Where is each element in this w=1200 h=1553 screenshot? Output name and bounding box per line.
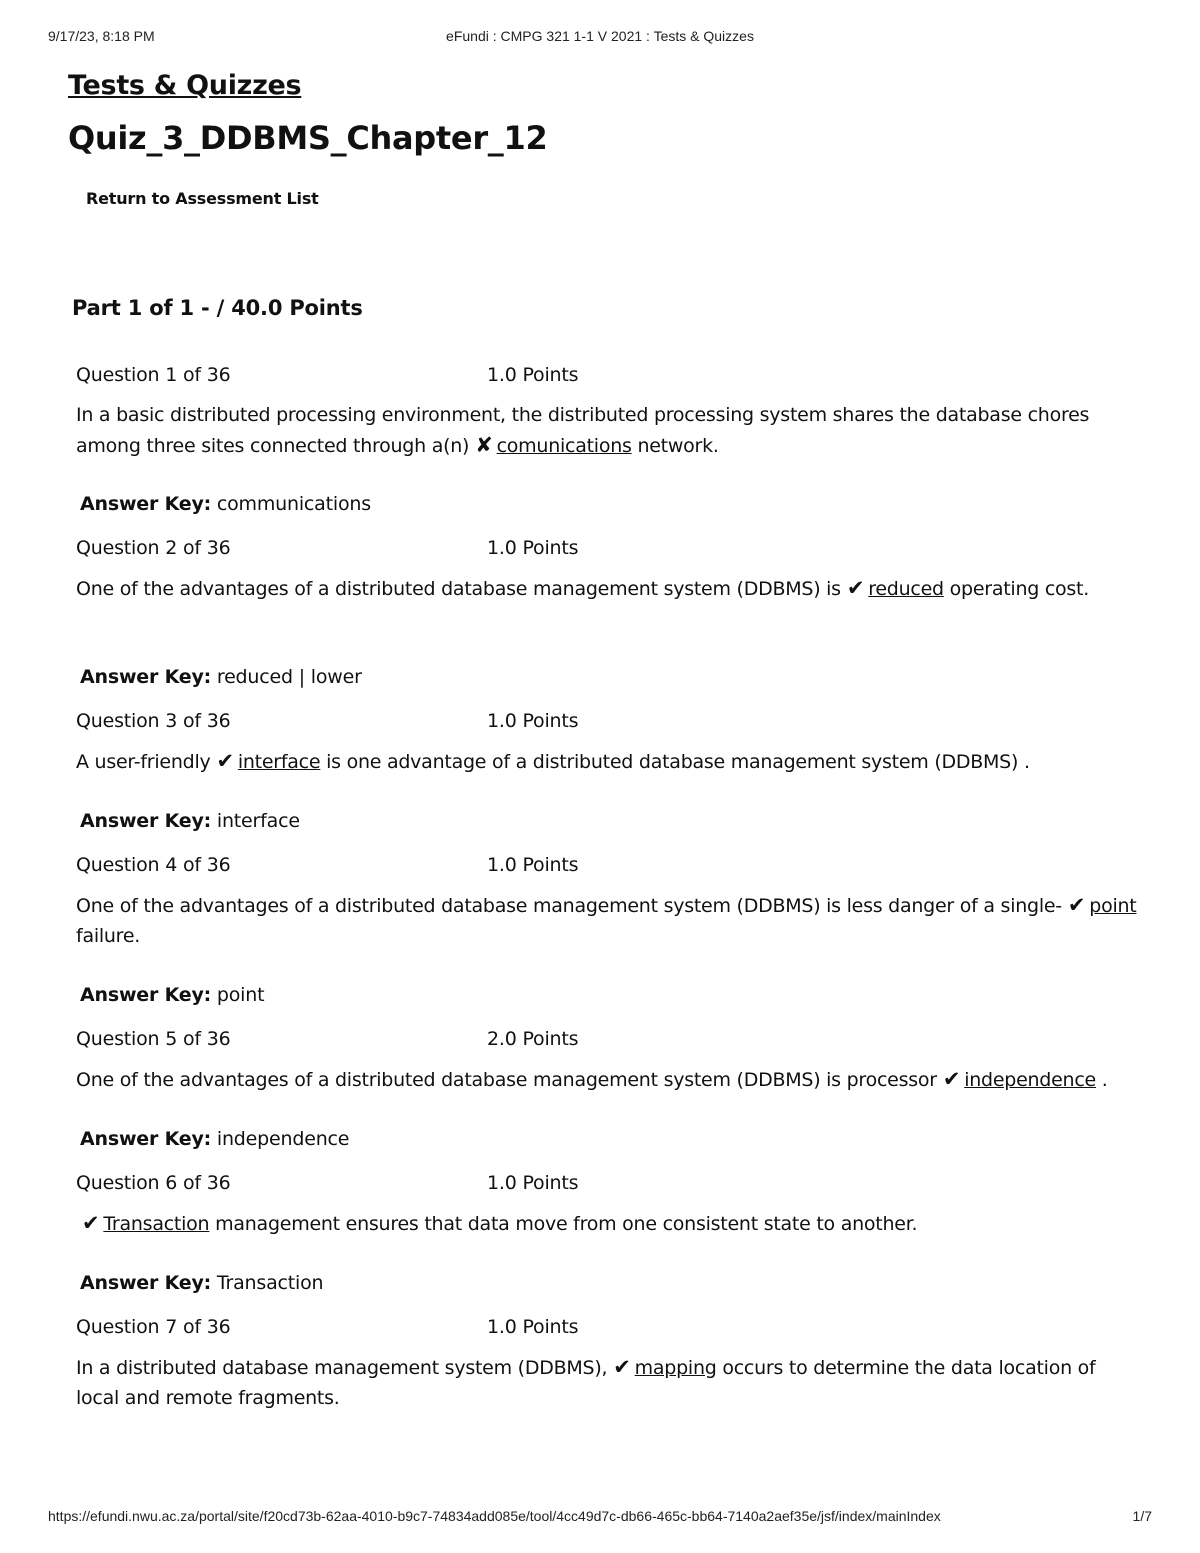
question-points: 1.0 Points (487, 537, 579, 559)
question-prompt: A user-friendly (76, 751, 211, 773)
page-number: 1/7 (1132, 1508, 1152, 1524)
question-text (68, 1208, 1138, 1239)
answer-key-value: communications (216, 493, 371, 515)
question-number: Question 7 of 36 (76, 1316, 231, 1338)
question-text (68, 1064, 1138, 1095)
question-prompt: One of the advantages of a distributed database management system (DDBMS) is processor (76, 1069, 937, 1091)
question-header (68, 710, 1138, 736)
submitted-answer[interactable]: point (1089, 895, 1137, 917)
submitted-answer[interactable]: reduced (868, 578, 944, 600)
answer-key-value: Transaction (216, 1272, 324, 1294)
answer-key (68, 1128, 1138, 1150)
answer-key (68, 493, 1138, 515)
question-text (68, 1352, 1138, 1413)
submitted-answer[interactable]: Transaction (103, 1213, 210, 1235)
main-content (68, 70, 1138, 1413)
question-list (68, 364, 1138, 1413)
check-mark-icon: ✔ (216, 749, 234, 773)
question-7 (68, 1316, 1138, 1413)
submitted-answer[interactable]: interface (237, 751, 321, 773)
answer-key (68, 984, 1138, 1006)
question-header (68, 364, 1138, 390)
answer-key (68, 810, 1138, 832)
question-text (68, 746, 1138, 777)
answer-key-value: reduced | lower (216, 666, 362, 688)
question-text (68, 400, 1138, 461)
return-to-assessment-list-link[interactable]: Return to Assessment List (86, 189, 319, 208)
question-number: Question 6 of 36 (76, 1172, 231, 1194)
question-suffix: occurs to determine the data location of local and remote fragments. (76, 1357, 1096, 1409)
answer-key-label: Answer Key: (80, 1128, 212, 1150)
answer-key (68, 1272, 1138, 1294)
check-mark-icon: ✔ (613, 1355, 631, 1379)
check-mark-icon: ✔ (846, 576, 865, 600)
question-text (68, 890, 1138, 951)
question-prompt: One of the advantages of a distributed database management system (DDBMS) is less danger of a single- (76, 895, 1062, 917)
print-header (48, 28, 1152, 48)
part-heading: Part 1 of 1 - / 40.0 Points (72, 296, 363, 320)
check-mark-icon: ✔ (1067, 893, 1086, 917)
question-prompt: In a basic distributed processing environment, the distributed processing system shares the database chores among three sites connected through a(n) (76, 404, 1090, 457)
question-1 (68, 364, 1138, 515)
quiz-title: Quiz_3_DDBMS_Chapter_12 (68, 119, 548, 157)
question-prompt: In a distributed database management system (DDBMS), (76, 1357, 608, 1379)
question-prompt: One of the advantages of a distributed database management system (DDBMS) is (76, 578, 841, 600)
print-date: 9/17/23, 8:18 PM (48, 28, 155, 44)
question-3 (68, 710, 1138, 832)
answer-key-value: interface (216, 810, 300, 832)
check-mark-icon: ✔ (942, 1067, 961, 1091)
answer-key-value: point (216, 984, 265, 1006)
question-suffix: . (1095, 1069, 1108, 1091)
print-url: https://efundi.nwu.ac.za/portal/site/f20cd73b-62aa-4010-b9c7-74834add085e/tool/4cc49d7c-db66-465c-bb64-7140a2aef35e/jsf/index/mainIndex (48, 1508, 941, 1524)
question-header (68, 537, 1138, 563)
answer-key-label: Answer Key: (80, 493, 212, 515)
question-2 (68, 537, 1138, 688)
check-mark-icon: ✔ (82, 1211, 100, 1235)
answer-key-label: Answer Key: (80, 810, 212, 832)
question-suffix: failure. (76, 925, 141, 947)
answer-key-label: Answer Key: (80, 666, 212, 688)
answer-key-label: Answer Key: (80, 1272, 212, 1294)
question-suffix: operating cost. (943, 578, 1090, 600)
question-6 (68, 1172, 1138, 1294)
question-points: 1.0 Points (487, 854, 579, 876)
question-header (68, 854, 1138, 880)
print-page-title: eFundi : CMPG 321 1-1 V 2021 : Tests & Quizzes (446, 28, 754, 44)
question-points: 1.0 Points (487, 710, 579, 732)
question-number: Question 2 of 36 (76, 537, 231, 559)
answer-key-value: independence (216, 1128, 350, 1150)
question-points: 2.0 Points (487, 1028, 579, 1050)
question-header (68, 1316, 1138, 1342)
question-number: Question 3 of 36 (76, 710, 231, 732)
question-4 (68, 854, 1138, 1006)
answer-key-label: Answer Key: (80, 984, 212, 1006)
question-suffix: management ensures that data move from one consistent state to another. (209, 1213, 918, 1235)
question-number: Question 1 of 36 (76, 364, 231, 386)
question-header (68, 1028, 1138, 1054)
question-points: 1.0 Points (487, 1172, 579, 1194)
question-number: Question 4 of 36 (76, 854, 231, 876)
question-number: Question 5 of 36 (76, 1028, 231, 1050)
submitted-answer[interactable]: independence (964, 1069, 1096, 1091)
tool-title-link[interactable]: Tests & Quizzes (68, 70, 302, 101)
question-points: 1.0 Points (487, 1316, 579, 1338)
incorrect-mark-icon: ✘ (475, 433, 493, 457)
question-points: 1.0 Points (487, 364, 579, 386)
answer-key (68, 666, 1138, 688)
question-header (68, 1172, 1138, 1198)
question-5 (68, 1028, 1138, 1150)
question-suffix: is one advantage of a distributed database management system (DDBMS) . (320, 751, 1030, 773)
submitted-answer[interactable]: mapping (634, 1357, 717, 1379)
question-suffix: network. (631, 435, 719, 457)
submitted-answer[interactable]: comunications (496, 435, 632, 457)
question-text (68, 573, 1138, 604)
